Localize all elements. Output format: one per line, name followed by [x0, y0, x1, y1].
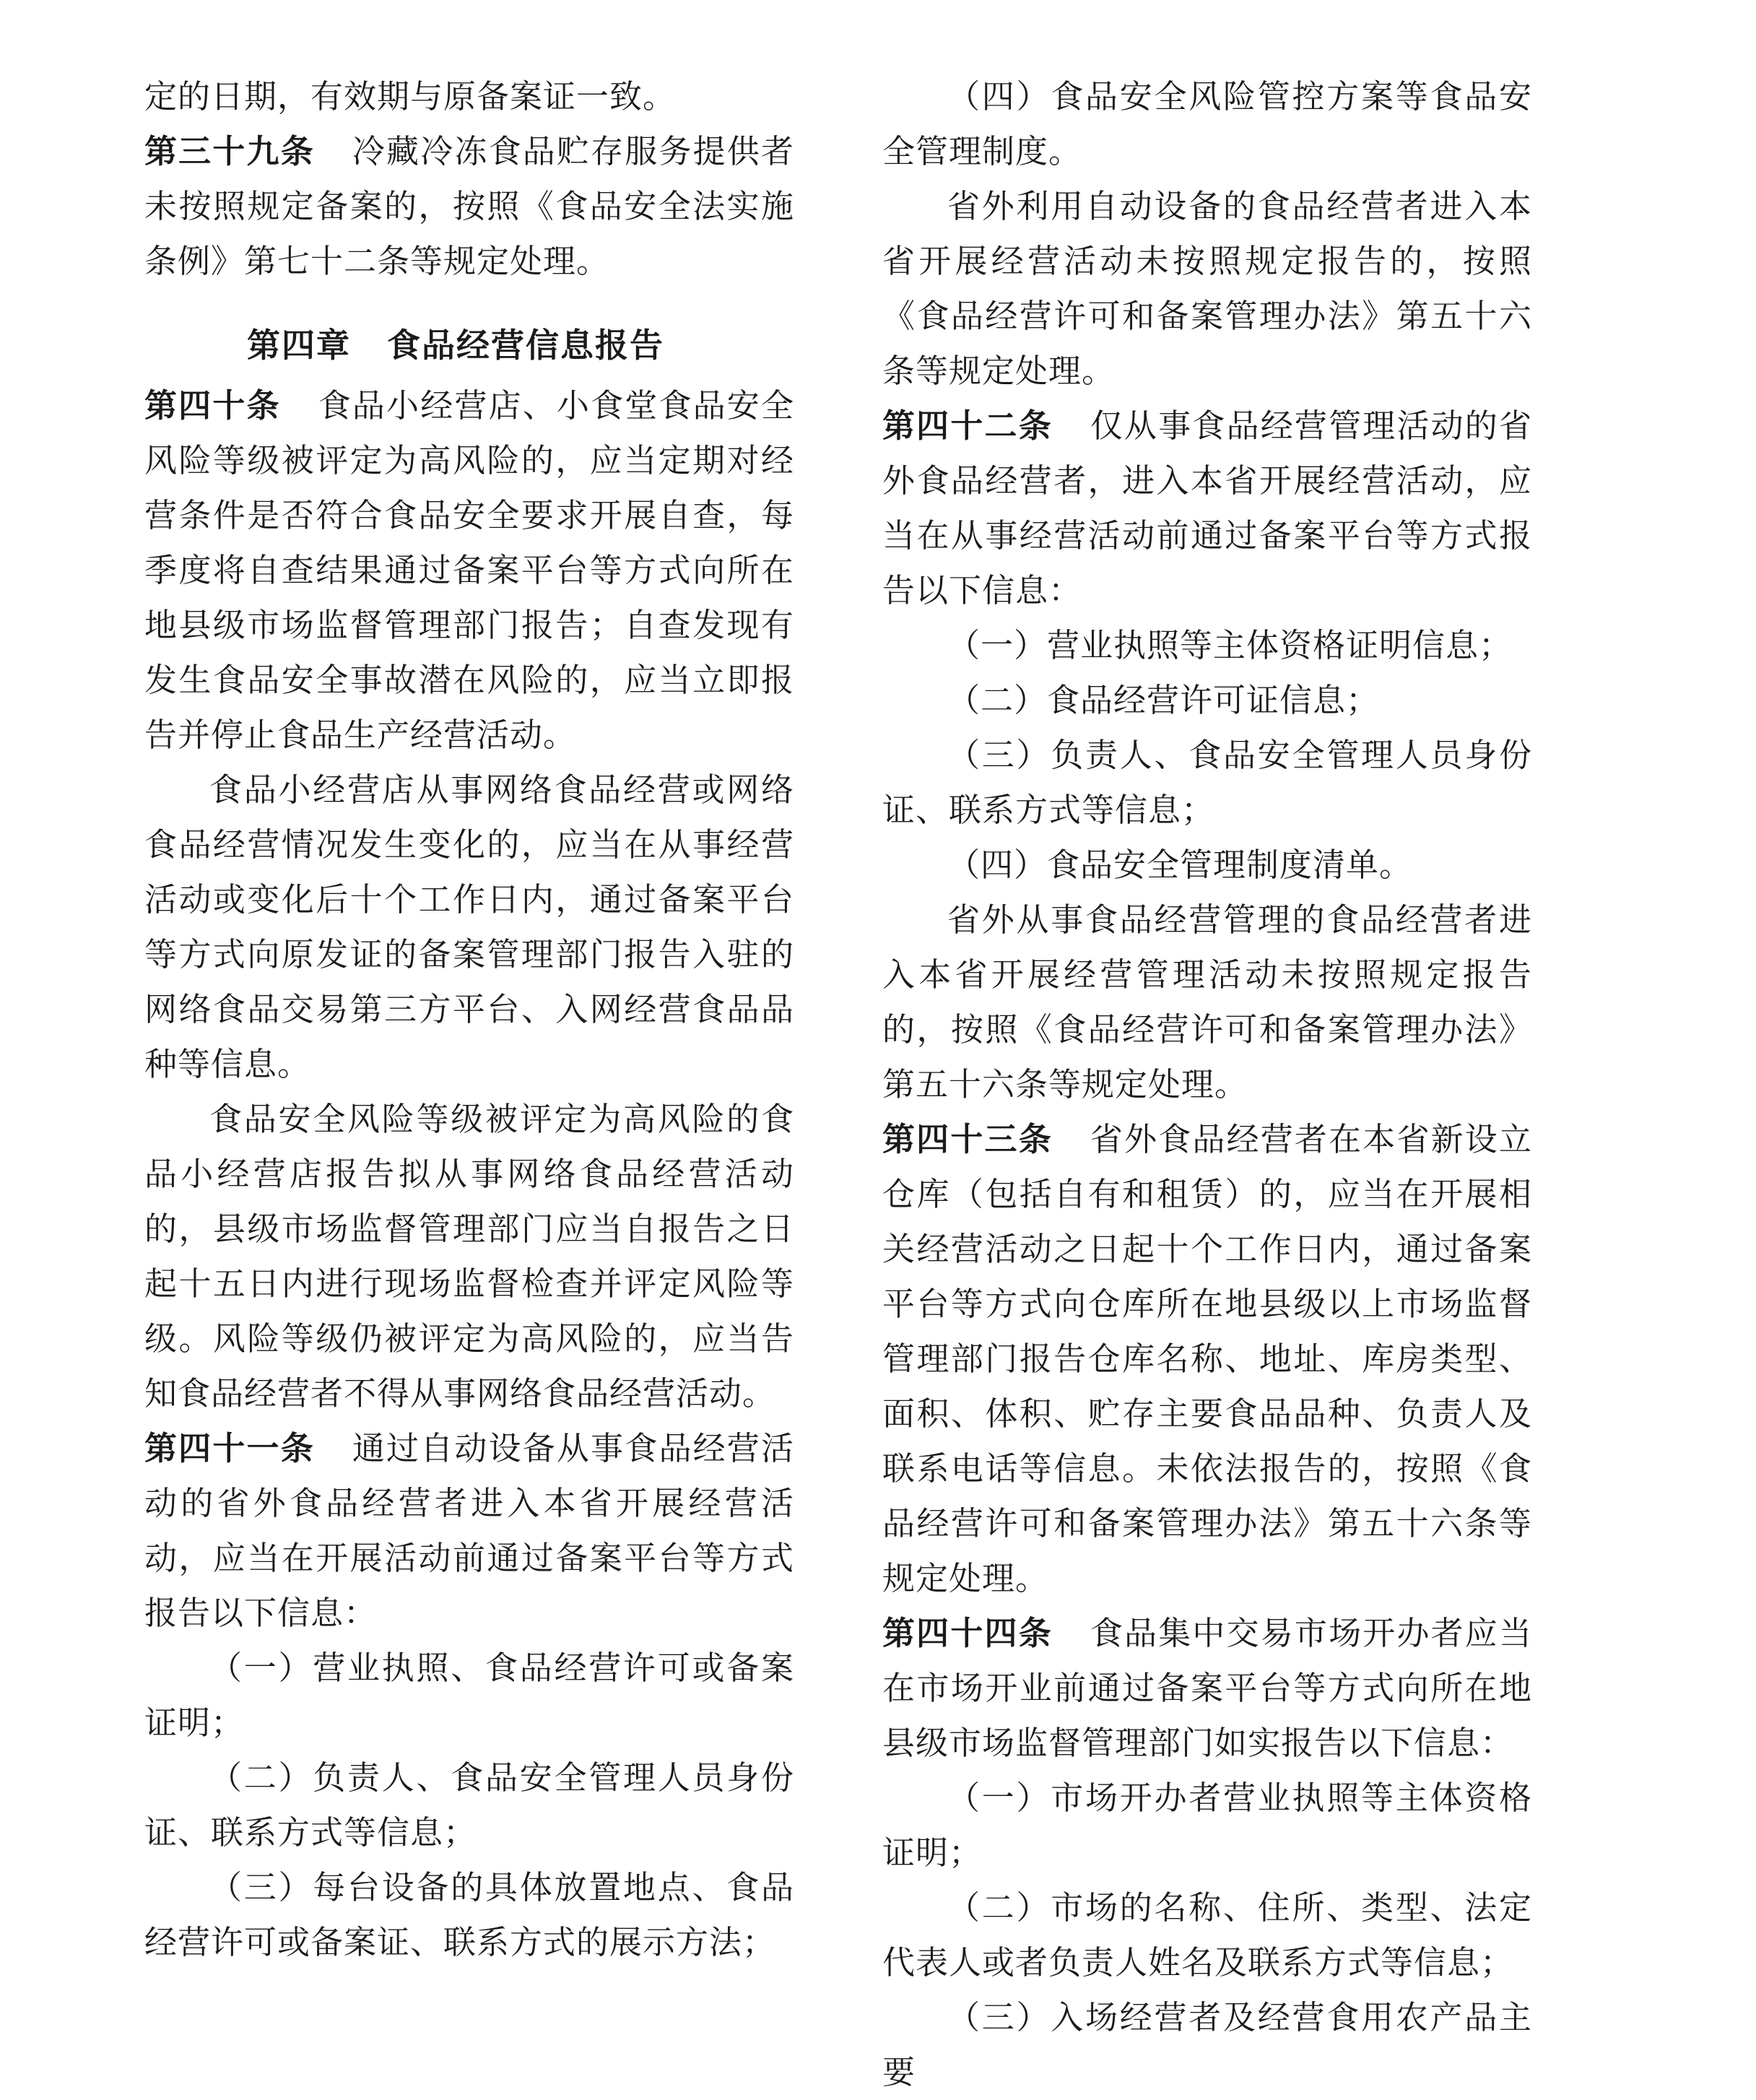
article-40-paragraph-3: 食品安全风险等级被评定为高风险的食品小经营店报告拟从事网络食品经营活动的，县级市场监督管理部门应当自报告之日起十五日内进行现场监督检查并评定风险等级。风险等级仍被评定为高风险的，应当告知食品经营者不得从事网络食品经营活动。 [144, 1100, 794, 1413]
article-label: 第四十条 [144, 386, 281, 425]
article-40-paragraph-2: 食品小经营店从事网络食品经营或网络食品经营情况发生变化的，应当在从事经营活动或变化后十个工作日内，通过备案平台等方式向原发证的备案管理部门报告入驻的网络食品交易第三方平台、入网经营食品品种等信息。 [144, 771, 794, 1083]
article-label: 第三十九条 [144, 132, 315, 170]
article-text: 食品小经营店、小食堂食品安全风险等级被评定为高风险的，应当定期对经营条件是否符合食品安全要求开展自查，每季度将自查结果通过备案平台等方式向所在地县级市场监督管理部门报告；自查发现有发生食品安全事故潜在风险的，应当立即报告并停止食品生产经营活动。 [144, 386, 794, 754]
article-text: 食品集中交易市场开办者应当在市场开业前通过备案平台等方式向所在地县级市场监督管理部门如实报告以下信息： [882, 1614, 1532, 1762]
list-item: （一）营业执照等主体资格证明信息； [947, 626, 1513, 664]
chapter-heading [144, 318, 794, 373]
list-item: （三）负责人、食品安全管理人员身份证、联系方式等信息； [882, 736, 1532, 829]
chapter-number: 第四章 [247, 326, 351, 365]
continued-paragraph: 定的日期，有效期与原备案证一致。 [144, 77, 677, 116]
list-item: （二）食品经营许可证信息； [947, 681, 1380, 719]
article-39 [144, 124, 794, 289]
article-text: 仅从事食品经营管理活动的省外食品经营者，进入本省开展经营活动，应当在从事经营活动前通过备案平台等方式报告以下信息： [882, 407, 1532, 609]
article-text: 省外食品经营者在本省新设立仓库（包括自有和租赁）的，应当在开展相关经营活动之日起十个工作日内，通过备案平台等方式向仓库所在地县级以上市场监督管理部门报告仓库名称、地址、库房类型、面积、体积、贮存主要食品品种、负责人及联系电话等信息。未依法报告的，按照《食品经营许可和备案管理办法》第五十六条等规定处理。 [882, 1120, 1532, 1597]
article-42-paragraph-2: 省外从事食品经营管理的食品经营者进入本省开展经营管理活动未按照规定报告的，按照《食品经营许可和备案管理办法》第五十六条等规定处理。 [882, 901, 1532, 1103]
right-column [882, 69, 1532, 2100]
article-label: 第四十一条 [144, 1429, 315, 1467]
list-item: （三）入场经营者及经营食用农产品主要 [882, 1998, 1532, 2091]
article-40 [144, 378, 794, 763]
article-44 [882, 1606, 1532, 1771]
list-item: （二）市场的名称、住所、类型、法定代表人或者负责人姓名及联系方式等信息； [882, 1888, 1532, 1982]
chapter-title: 食品经营信息报告 [387, 326, 664, 365]
list-item: （一）营业执照、食品经营许可或备案证明； [144, 1649, 794, 1742]
article-label: 第四十三条 [882, 1120, 1053, 1158]
article-43 [882, 1112, 1532, 1606]
article-41-paragraph-2: 省外利用自动设备的食品经营者进入本省开展经营活动未按照规定报告的，按照《食品经营许可和备案管理办法》第五十六条等规定处理。 [882, 187, 1532, 390]
article-label: 第四十二条 [882, 407, 1053, 445]
list-item: （一）市场开办者营业执照等主体资格证明； [882, 1779, 1532, 1872]
left-column [144, 69, 794, 1970]
list-item: （四）食品安全管理制度清单。 [947, 846, 1413, 884]
article-42 [882, 399, 1532, 618]
article-label: 第四十四条 [882, 1614, 1053, 1652]
article-text: 通过自动设备从事食品经营活动的省外食品经营者进入本省开展经营活动，应当在开展活动前通过备案平台等方式报告以下信息： [144, 1429, 794, 1632]
list-item: （二）负责人、食品安全管理人员身份证、联系方式等信息； [144, 1758, 794, 1852]
list-item: （三）每台设备的具体放置地点、食品经营许可或备案证、联系方式的展示方法； [144, 1868, 794, 1961]
article-41 [144, 1421, 794, 1641]
article-text: 冷藏冷冻食品贮存服务提供者未按照规定备案的，按照《食品安全法实施条例》第七十二条等规定处理。 [144, 132, 794, 280]
list-item: （四）食品安全风险管控方案等食品安全管理制度。 [882, 77, 1532, 170]
